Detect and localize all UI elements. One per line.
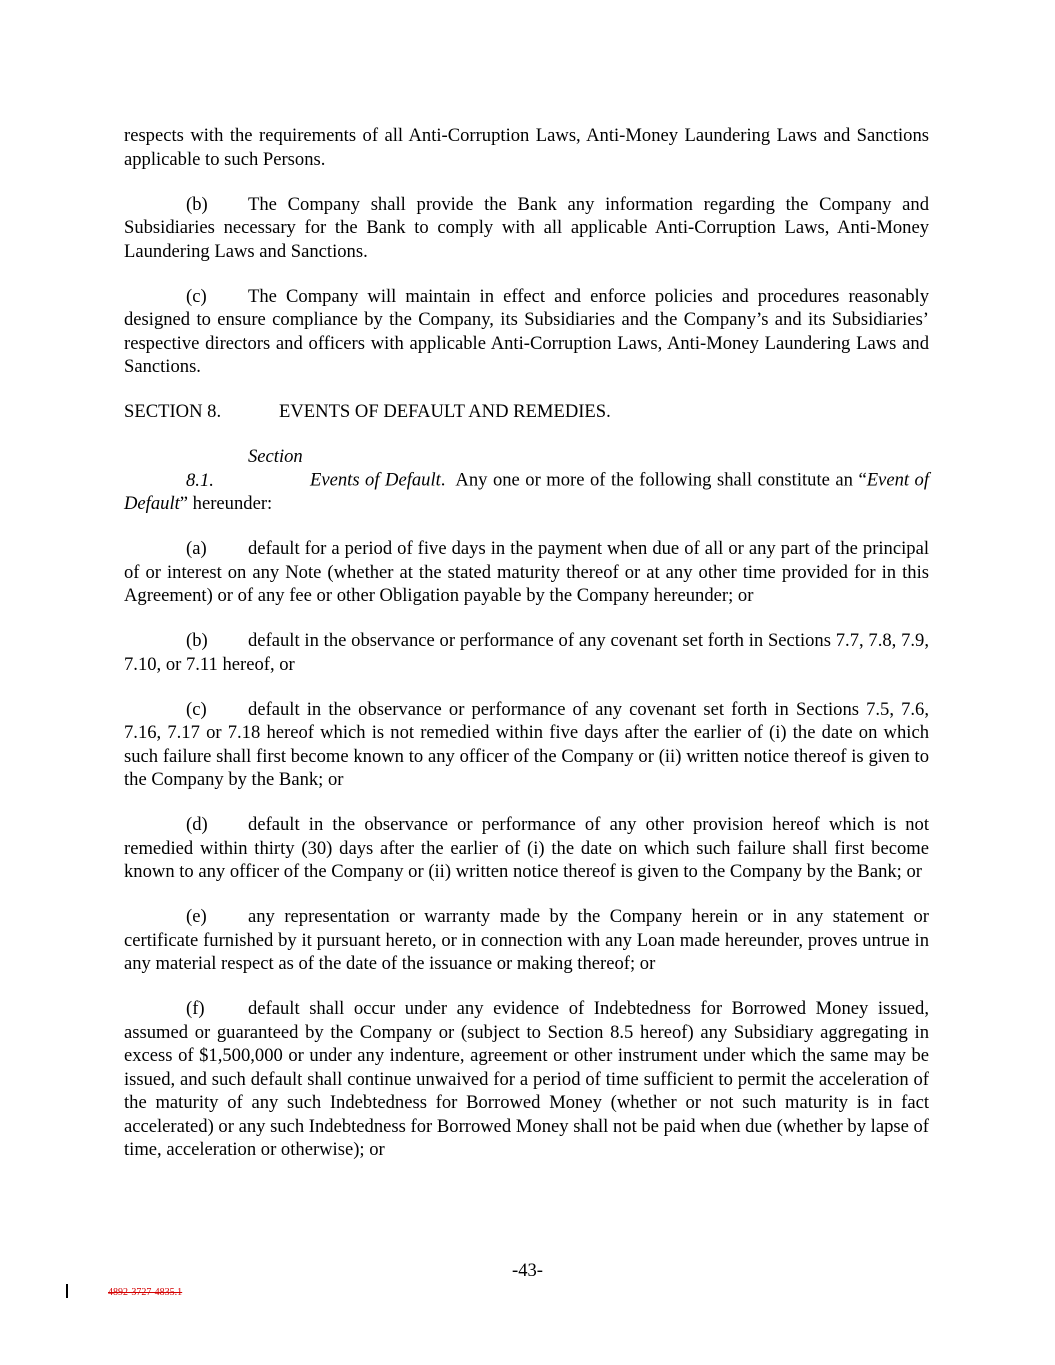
item-text: default in the observance or performance of any covenant set forth in Sections 7.7, 7.8, 7.9, 7.10, or 7.11 hereof, or xyxy=(124,630,929,675)
quote-open: “ xyxy=(858,469,867,491)
paragraph-text: The Company will maintain in effect and enforce policies and procedures reasonably designed to ensure compliance by the Company, its Subsidiaries and the Company’s and its Subsidiaries’ respective directors and officers with applicable Anti-Corruption Laws, Anti-Money Laundering Laws and Sanctions. xyxy=(124,285,929,377)
paragraph-c-policies xyxy=(124,285,929,379)
section-heading xyxy=(124,400,929,424)
paragraph-label: (b) xyxy=(186,193,208,215)
subsection-8-1: Section 8.1. Events of Default. Any one or more of the following shall constitute an “Event of Default” hereunder: xyxy=(124,446,929,514)
item-label: (e) xyxy=(186,906,207,927)
paragraph-text: The Company shall provide the Bank any information regarding the Company and Subsidiaries necessary for the Bank to comply with all applicable Anti-Corruption Laws, Anti-Money Laundering Laws and Sanctions. xyxy=(124,193,929,262)
item-b xyxy=(124,629,929,676)
item-text: default in the observance or performance of any covenant set forth in Sections 7.5, 7.6, 7.16, 7.17 or 7.18 hereof which is not remedied within five days after the earlier of (i) the date on which such failure shall first become known to any officer of the Company or (ii) written notice thereof is given to the Company by the Bank; or xyxy=(124,698,929,790)
document-page xyxy=(124,124,929,1183)
item-label: (d) xyxy=(186,814,208,835)
page-number: -43- xyxy=(512,1260,543,1281)
paragraph-b-info xyxy=(124,193,929,264)
subsection-intro: Any one or more of the following shall constitute an xyxy=(455,469,853,491)
subsection-title: Events of Default xyxy=(310,469,441,491)
section-number: SECTION 8. xyxy=(124,401,222,422)
document-id: 4892-3727-4835.1 xyxy=(108,1287,183,1298)
continued-paragraph: respects with the requirements of all Anti-Corruption Laws, Anti-Money Laundering Laws and Sanctions applicable to such Persons. xyxy=(124,125,929,170)
paragraph-label: (c) xyxy=(186,285,207,307)
item-label: (c) xyxy=(186,698,207,720)
item-c xyxy=(124,698,929,792)
item-label: (a) xyxy=(186,538,207,559)
item-text: default shall occur under any evidence of Indebtedness for Borrowed Money issued, assumed or guaranteed by the Company or (subject to Section 8.5 hereof) any Subsidiary aggregating in excess of $1,500,000 or under any indenture, agreement or other instrument under which the same may be issued, and such default shall continue unwaived for a period of time sufficient to permit the acceleration of the maturity of any such Indebtedness for Borrowed Money (whether or not such maturity is in fact accelerated) or any such Indebtedness for Borrowed Money shall not be paid when due (whether by lapse of time, acceleration or otherwise); or xyxy=(124,998,929,1160)
item-text: default for a period of five days in the payment when due of all or any part of the principal of or interest on any Note (whether at the stated maturity thereof or at any other time provided for in this Agreement) or of any fee or other Obligation payable by the Company hereunder; or xyxy=(124,538,929,606)
item-text: default in the observance or performance of any other provision hereof which is not remedied within thirty (30) days after the earlier of (i) the date on which such failure shall first become known to any officer of the Company or (ii) written notice thereof is given to the Company by the Bank; or xyxy=(124,814,929,882)
section-title: EVENTS OF DEFAULT AND REMEDIES. xyxy=(279,401,611,422)
quote-close: ” hereunder: xyxy=(179,493,273,514)
item-label: (f) xyxy=(186,998,205,1019)
item-f xyxy=(124,997,929,1162)
item-label: (b) xyxy=(186,630,208,651)
defined-term: Event of Default xyxy=(124,469,929,514)
change-bar xyxy=(66,1284,68,1298)
item-e xyxy=(124,905,929,976)
subsection-number: Section 8.1. xyxy=(186,446,303,491)
item-d xyxy=(124,813,929,884)
item-text: any representation or warranty made by the Company herein or in any statement or certificate furnished by it pursuant hereto, or in connection with any Loan made hereunder, proves untrue in any material respect as of the date of the issuance or making thereof; or xyxy=(124,906,929,974)
item-a xyxy=(124,537,929,608)
